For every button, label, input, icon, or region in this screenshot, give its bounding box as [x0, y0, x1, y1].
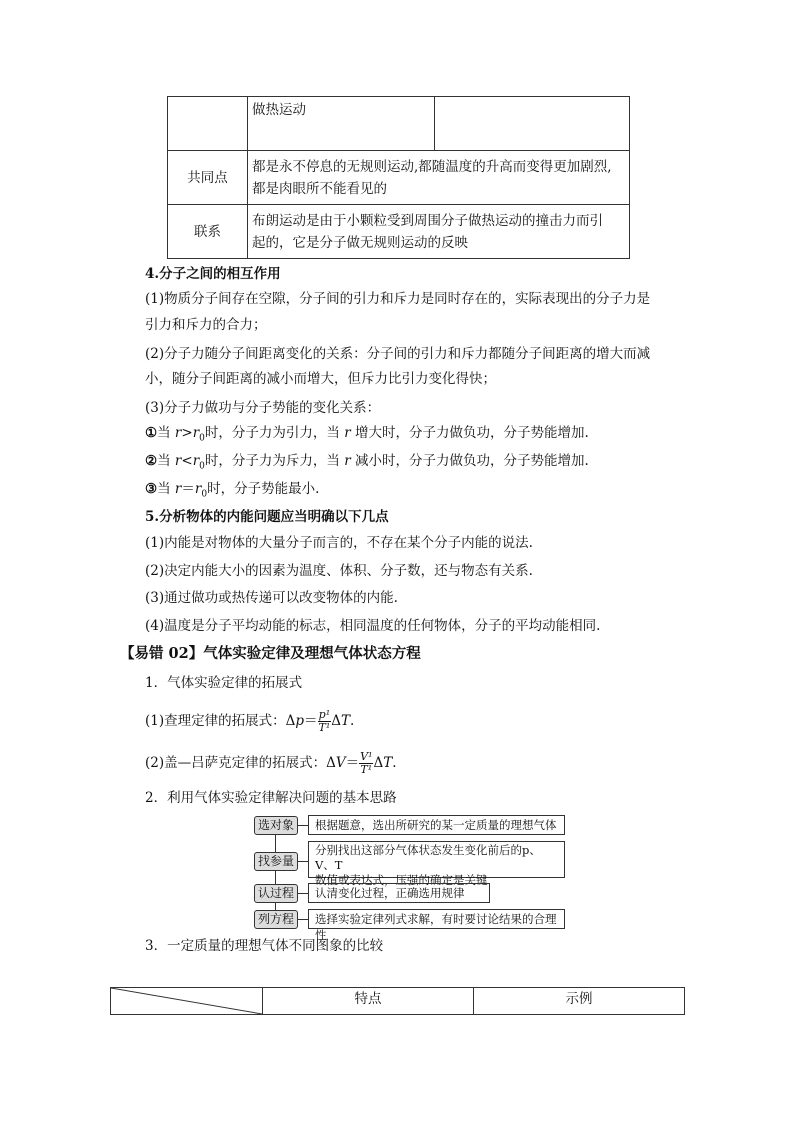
flow-connector [297, 893, 308, 894]
graph-comparison-table [110, 987, 685, 1015]
paragraph: 2．利用气体实验定律解决问题的基本思路 [145, 790, 397, 806]
flow-connector [275, 903, 276, 910]
flow-connector [297, 861, 308, 862]
paragraph: (1)内能是对物体的大量分子而言的，不存在某个分子内能的说法. [145, 535, 533, 551]
paragraph: 3．一定质量的理想气体不同图象的比较 [145, 938, 384, 954]
diagonal-header-cell [111, 988, 262, 1014]
flow-connector [275, 835, 276, 852]
list-item: ③当 $r=r_0$时，分子势能最小. [145, 481, 320, 500]
table-row-label: 共同点 [168, 151, 248, 205]
flow-connector [297, 919, 308, 920]
flow-step-box: 找参量 [254, 852, 298, 871]
table-cell: 都是永不停息的无规则运动,都随温度的升高而变得更加剧烈, 都是肉眼所不能看见的 [248, 151, 630, 205]
section-heading: 5.分析物体的内能问题应当明确以下几点 [145, 509, 389, 525]
table-row-label: 联系 [168, 205, 248, 259]
paragraph: (2)决定内能大小的因素为温度、体积、分子数，还与物态有关系. [145, 563, 533, 579]
table-cell: 做热运动 [248, 97, 435, 151]
fraction: $\frac{\text{V¹}}{\text{T¹}}$ [360, 750, 373, 776]
flow-step-box: 列方程 [254, 910, 298, 929]
flow-step-text: 选择实验定律列式求解，有时要讨论结果的合理性 [308, 909, 565, 929]
flow-connector [297, 825, 308, 826]
table-cell [435, 97, 630, 151]
fraction: $\frac{\text{p¹}}{\text{T¹}}$ [318, 708, 331, 734]
flow-step-box: 认过程 [254, 884, 298, 903]
paragraph: 小，随分子间距离的减小而增大，但斥力比引力变化得快； [145, 371, 496, 387]
paragraph: (3)通过做功或热传递可以改变物体的内能. [145, 590, 398, 606]
list-item: ①当 $r>r_0$时，分子力为引力，当 r 增大时，分子力做负功，分子势能增加. [145, 425, 589, 444]
paragraph: (2)分子力随分子间距离变化的关系：分子间的引力和斥力都随分子间距离的增大而减 [145, 346, 651, 362]
paragraph: (1)物质分子间存在空隙，分子间的引力和斥力是同时存在的，实际表现出的分子力是 [145, 291, 651, 307]
flow-step-text: 分别找出这部分气体状态发生变化前后的p、V、T 数值或表达式，压强的确定是关键 [308, 841, 565, 878]
flow-step-text: 根据题意，选出所研究的某一定质量的理想气体 [308, 815, 565, 835]
formula-gay-lussac: (2)盖—吕萨克定律的拓展式：ΔV＝ $\frac{\text{V¹}}{\text{T¹}}$ ΔT. [145, 750, 397, 776]
flow-step-text: 认清变化过程，正确选用规律 [308, 883, 490, 903]
paragraph: (3)分子力做功与分子势能的变化关系： [145, 400, 381, 416]
table-cell: 布朗运动是由于小颗粒受到周围分子做热运动的撞击力而引 起的，它是分子做无规则运动的反映 [248, 205, 630, 259]
table-header-cell: 示例 [565, 991, 593, 1007]
flow-connector [275, 871, 276, 884]
flow-step-box: 选对象 [254, 816, 298, 835]
paragraph: 引力和斥力的合力； [145, 317, 267, 333]
table-cell-empty [168, 97, 248, 151]
formula-charles: (1)查理定律的拓展式：Δp＝ $\frac{\text{p¹}}{\text{T¹}}$ ΔT. [145, 708, 355, 734]
comparison-table [167, 96, 630, 259]
paragraph: (4)温度是分子平均动能的标志，相同温度的任何物体，分子的平均动能相同. [145, 618, 601, 634]
paragraph: 1．气体实验定律的拓展式 [145, 675, 303, 691]
section-heading: 4.分子之间的相互作用 [145, 266, 281, 282]
table-header-cell: 特点 [354, 991, 382, 1007]
section-heading: 【易错 02】气体实验定律及理想气体状态方程 [120, 645, 421, 662]
list-item: ②当 $r<r_0$时，分子力为斥力，当 r 减小时，分子力做负功，分子势能增加. [145, 453, 589, 472]
